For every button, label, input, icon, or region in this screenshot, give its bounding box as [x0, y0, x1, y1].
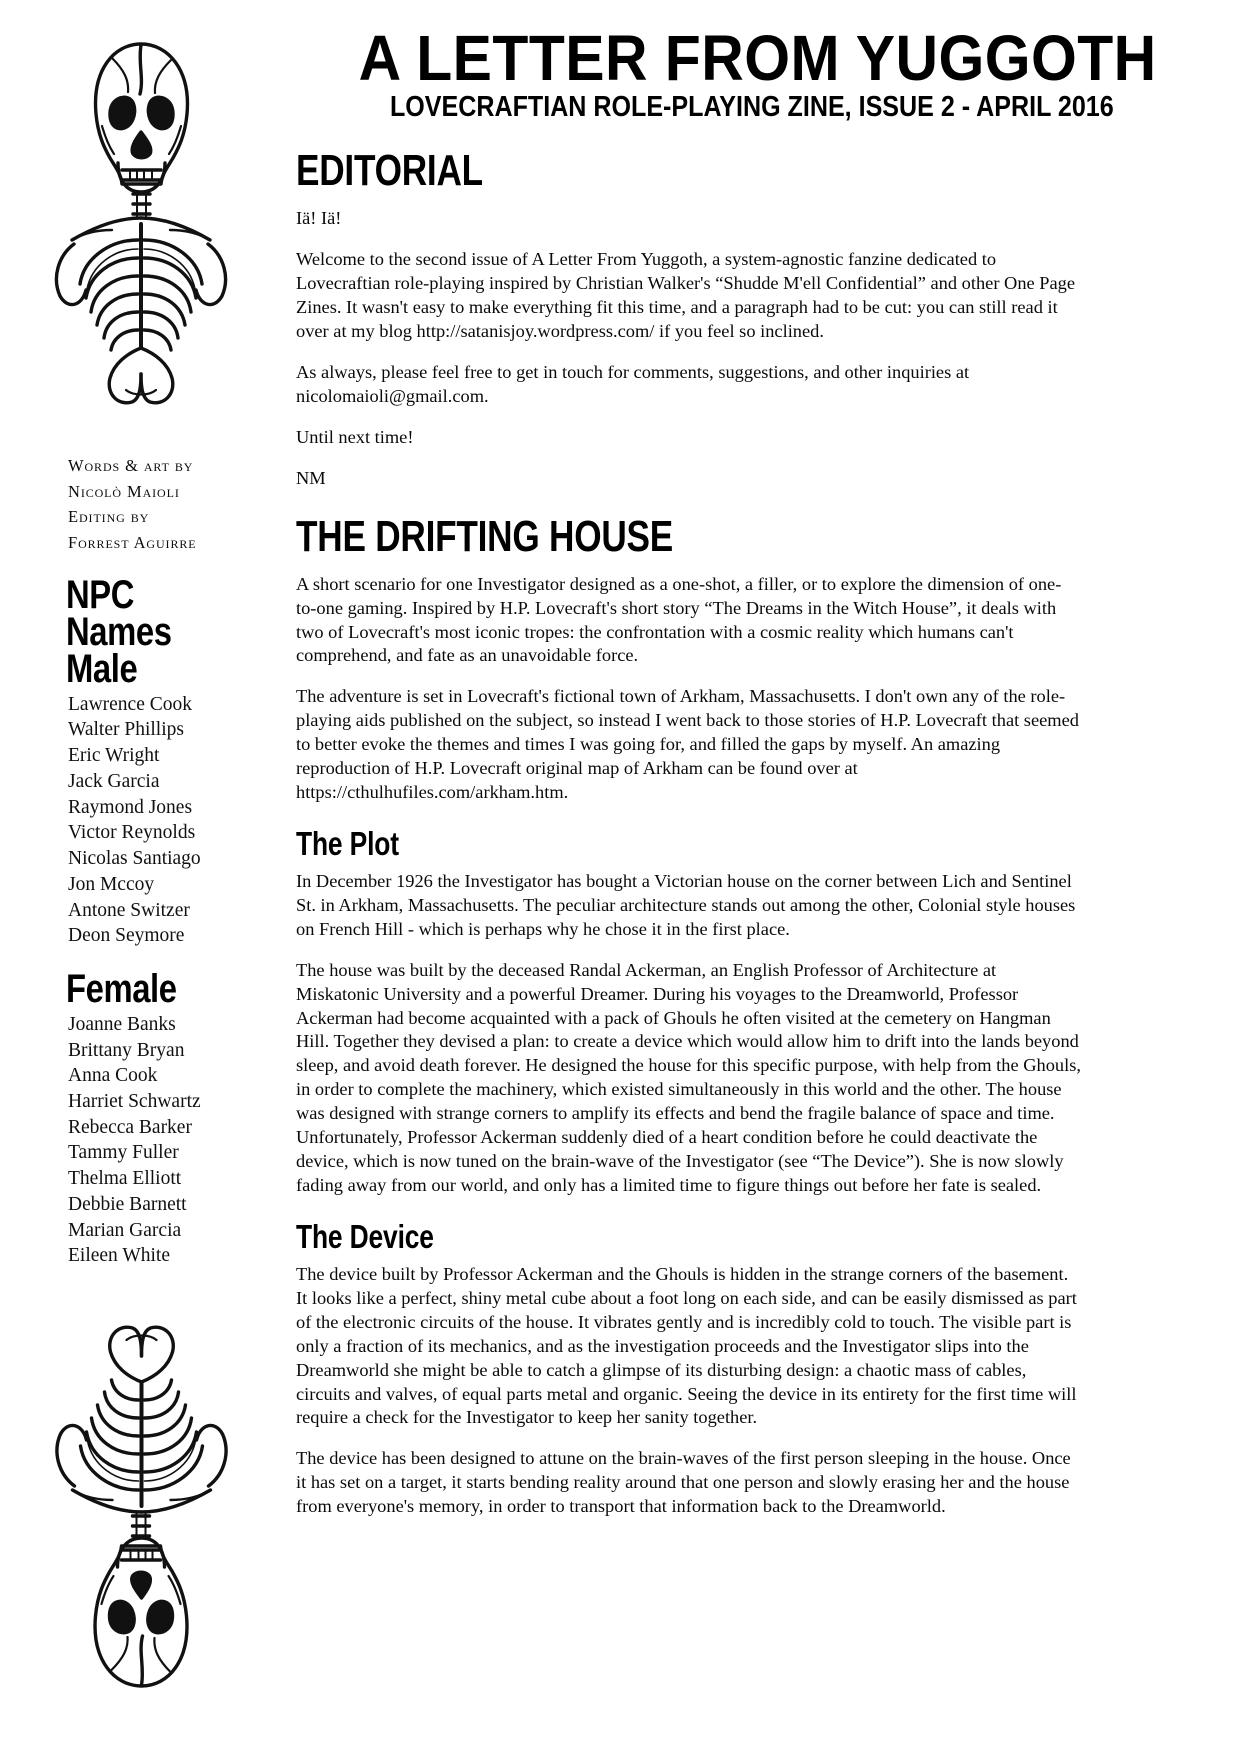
masthead — [296, 0, 1157, 124]
main-content — [296, 0, 1157, 1536]
list-item: Anna Cook — [68, 1065, 158, 1087]
credit-line-2: Nicolò Maioli — [68, 481, 180, 501]
list-item: Thelma Elliott — [68, 1168, 182, 1190]
list-item: Rebecca Barker — [68, 1116, 192, 1138]
inverted-skeleton-ribcage-skull-illustration — [26, 1287, 256, 1712]
list-item: Nicolas Santiago — [68, 848, 201, 870]
list-item: Debbie Barnett — [68, 1193, 187, 1215]
editorial-paragraph-3: As always, please feel free to get in touch for comments, suggestions, and other inquiries at nicolomaioli@gmail.com. — [296, 361, 970, 406]
drifting-house-paragraph-2: The adventure is set in Lovecraft's fictional town of Arkham, Massachusetts. I don't own any of the role-playing aids published on the subject, so instead I went back to those stories of H.P. Lovecraft that seemed to better evoke the themes and times I was going for, and filled the gaps by myself. An amazing reproduction of H.P. Lovecraft original map of Arkham can be found over at https://cthulhufiles.com/arkham.htm. — [296, 686, 1079, 803]
list-item: Jon Mccoy — [68, 873, 155, 895]
list-item: Walter Phillips — [68, 719, 184, 741]
list-item: Eric Wright — [68, 745, 160, 767]
list-item: Joanne Banks — [68, 1013, 176, 1035]
editorial-paragraph-2: Welcome to the second issue of A Letter From Yuggoth, a system-agnostic fanzine dedicated to Lovecraftian role-playing inspired by Christian Walker's “Shudde M'ell Confidential” and other One Page Zines. It wasn't easy to make everything fit this time, and a paragraph had to be cut: you can still read it over at my blog http://satanisjoy.wordpress.com/ if you feel so inclined. — [296, 249, 1076, 342]
credit-line-1: Words & art by — [68, 456, 194, 475]
list-item: Brittany Bryan — [68, 1039, 185, 1061]
plot-paragraph-1: In December 1926 the Investigator has bought a Victorian house on the corner between Lich and Sentinel St. in Arkham, Massachusetts. The peculiar architecture stands out among the other, Colonial style houses on French Hill - which is perhaps why he chose it in the first place. — [296, 870, 1076, 939]
skeleton-skull-ribcage-illustration — [34, 18, 249, 443]
drifting-house-heading: THE DRIFTING HOUSE — [296, 511, 674, 561]
plot-paragraph-2: The house was built by the deceased Randal Ackerman, an English Professor of Architecture at Miskatonic University and a powerful Dreamer. During his voyages to the Dreamworld, Professor Ackerman had become acquainted with a pack of Ghouls he often visited at the cemetery on Hangman Hill. Together they devised a plan: to create a device which would allow him to drift into the lands beyond sleep, and avoid death forever. He designed the house for this specific purpose, with help from the Ghouls, in order to complete the machinery, which existed simultaneously in this world and the other. The house was designed with strange corners to amplify its effects and bend the fragile balance of space and time. Unfortunately, Professor Ackerman suddenly died of a heart condition before he could deactivate the device, which is now tuned on the brain-wave of the Investigator (see “The Device”). She is now slowly fading away from our world, and only has a limited time to figure things out before her fate is sealed. — [296, 959, 1081, 1196]
female-names-heading: Female — [66, 966, 177, 1011]
editorial-signature: NM — [296, 467, 326, 488]
list-item: Marian Garcia — [68, 1219, 182, 1241]
npc-names-heading: NPC Names — [66, 573, 172, 655]
list-item: Jack Garcia — [68, 770, 160, 792]
list-item: Harriet Schwartz — [68, 1090, 201, 1112]
credit-line-3: Editing by — [68, 507, 150, 527]
zine-subtitle: LOVECRAFTIAN ROLE-PLAYING ZINE, ISSUE 2 - APRIL 2016 — [389, 91, 1114, 124]
sidebar — [0, 0, 282, 1754]
editorial-paragraph-4: Until next time! — [296, 426, 414, 447]
device-heading: The Device — [296, 1217, 434, 1255]
editorial-paragraph-1: Iä! Iä! — [296, 208, 342, 229]
list-item: Antone Switzer — [68, 899, 190, 921]
plot-heading: The Plot — [296, 824, 399, 862]
list-item: Tammy Fuller — [68, 1142, 179, 1164]
drifting-house-paragraph-1: A short scenario for one Investigator designed as a one-shot, a filler, or to explore the dimension of one-to-one gaming. Inspired by H.P. Lovecraft's short story “The Dreams in the Witch House”, it deals with two of Lovecraft's most iconic tropes: the confrontation with a cosmic reality which humans can't comprehend, and fate as an unavoidable force. — [296, 573, 1062, 666]
credits-block — [68, 453, 282, 555]
female-names-list — [68, 1012, 282, 1269]
list-item: Victor Reynolds — [68, 822, 196, 844]
male-names-list — [68, 692, 282, 949]
zine-title: A LETTER FROM YUGGOTH — [358, 22, 1157, 94]
editorial-heading: EDITORIAL — [296, 146, 483, 196]
device-paragraph-2: The device has been designed to attune on the brain-waves of the first person sleeping in the house. Once it has set on a target, it starts bending reality around that one person and slowly erasing her and the house from everyone's memory, in order to transport that information back to the Dreamworld. — [296, 1448, 1071, 1517]
list-item: Lawrence Cook — [68, 693, 192, 715]
list-item: Deon Seymore — [68, 925, 185, 947]
device-paragraph-1: The device built by Professor Ackerman and the Ghouls is hidden in the strange corners of the basement. It looks like a perfect, shiny metal cube about a foot long on each side, and can be easily dismissed as part of the electronic circuits of the house. It vibrates gently and is incredibly cold to touch. The visible part is only a fraction of its mechanics, and as the investigation proceeds and the Investigator slips into the Dreamworld she might be able to catch a glimpse of its disturbing design: a chaotic mass of cables, circuits and valves, of equal parts metal and organic. Seeing the device in its entirety for the first time will require a check for the Investigator to keep her sanity together. — [296, 1263, 1077, 1428]
list-item: Eileen White — [68, 1245, 170, 1267]
list-item: Raymond Jones — [68, 796, 193, 818]
credit-line-4: Forrest Aguirre — [68, 532, 197, 552]
male-names-heading: Male — [66, 646, 138, 691]
